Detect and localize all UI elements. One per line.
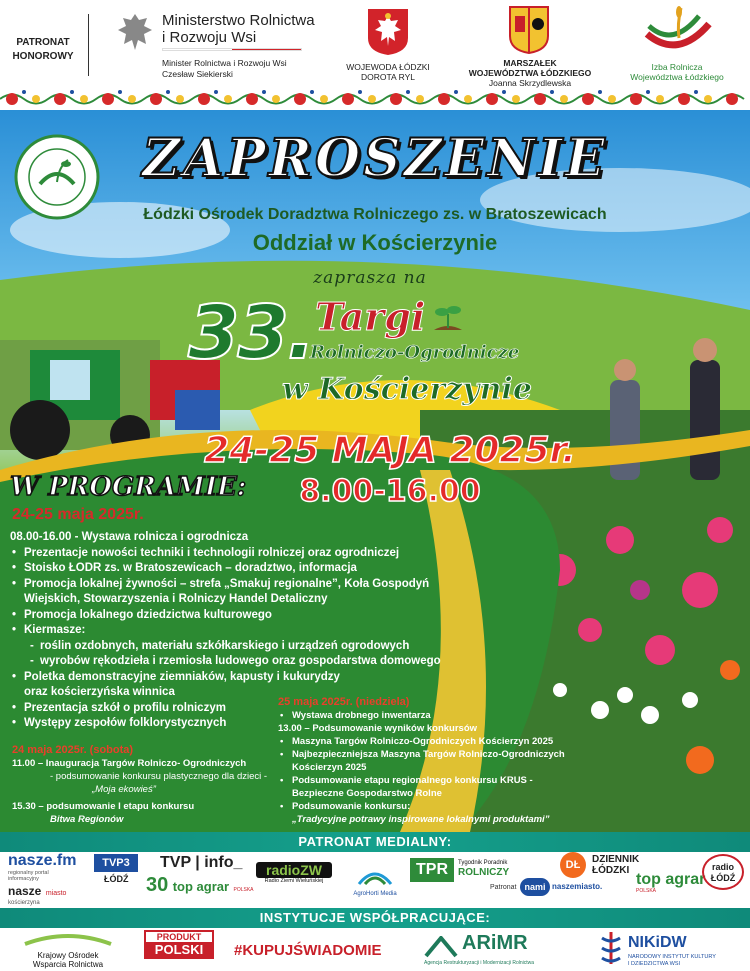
schedule-line: 13.00 – Podsumowanie wyników konkursów: [278, 723, 478, 734]
tpr-caption: Tygodnik Poradnik ROLNICZY: [458, 860, 510, 878]
wojewoda-caption: WOJEWODA ŁÓDZKI DOROTA RYL: [346, 62, 430, 82]
list-item: • Prezentacja szkół o profilu rolniczym: [10, 701, 480, 717]
list-item: • Promocja lokalnej żywności – strefa „Smakuj regionalne”, Koła Gospodyń: [10, 577, 480, 593]
tvp3-region: ŁÓDŹ: [104, 874, 129, 884]
sunday-heading: 25 maja 2025r. (niedziela): [278, 696, 410, 708]
list-item: • Prezentacje nowości techniki i technologii rolniczej oraz ogrodniczej: [10, 546, 480, 562]
divider: [88, 14, 89, 76]
radio-lodz-logo: radio ŁÓDŹ: [702, 854, 744, 890]
list-item-continuation: oraz kościerzyńska winnica: [24, 686, 175, 698]
agrohorti-icon: [357, 868, 393, 886]
polish-coat-of-arms-icon: [367, 8, 409, 56]
dziennik-lodzki-mark: DŁ: [560, 852, 586, 878]
dziennik-lodzki-logo: DZIENNIK ŁÓDZKI: [592, 854, 640, 876]
edition-number: 33.: [188, 290, 314, 376]
program-intro: 08.00-16.00 - Wystawa rolnicza i ogrodnicza: [10, 531, 249, 543]
minister-caption: Minister Rolnictwa i Rozwoju Wsi Czesław Siekierski: [162, 58, 287, 79]
polish-eagle-icon: [114, 10, 156, 56]
izba-rolnicza-logo-icon: [643, 4, 713, 56]
ministry-name: Ministerstwo Rolnictwa i Rozwoju Wsi: [162, 12, 315, 46]
program-heading: W PROGRAMIE:: [10, 472, 247, 502]
list-item: • Najbezpieczniejsza Maszyna Targów Rolniczo-Ogrodniczych Kościerzyn 2025: [278, 748, 578, 774]
tvp-info-logo: TVP | info_: [160, 854, 243, 871]
media-patronage-section: PATRONAT MEDIALNY: nasze.fm regionalny portal informacyjny nasze miasto kościerzyna TVP3 ŁÓDŹ TVP | info_ 30 top agrar POLSKA radioZW Radio Ziemi Wieluńskiej AgroHorti Media TPR Tygodnik Poradnik ROLNICZY Patronat nami naszemiasto. DŁ DZIENNIK ŁÓDZKI top agrar POLSKA radio ŁÓDŹ INSTYTUCJE WSPÓŁPRACUJĄCE: Krajowy Ośrodek Wsparcia Rolnictwa PRODUKT POLSKI #KUPUJŚWIADOMIE ARiMR Agencja Restrukturyzacji i Modernizacji Rolnictwa NIKiDW NARODOWY INSTYTUT KULTURY I DZIEDZICTWA WSI: [0, 832, 750, 971]
nikidw-icon: [598, 930, 624, 966]
flag-bar: [162, 48, 302, 51]
list-item: • Kiermasze:: [10, 623, 480, 639]
list-item: • Wystawa drobnego inwentarza: [278, 709, 578, 722]
patronat-honorowy-label: PATRONAT HONOROWY: [12, 37, 74, 62]
invitation-poster: [0, 110, 750, 832]
folk-flower-ornament: [0, 88, 750, 110]
list-subitem: - roślin ozdobnych, materiału szkółkarskiego i urządzeń ogrodowych: [10, 639, 480, 655]
naszemiasto-logo: naszemiasto.: [552, 882, 603, 891]
list-item: • Poletka demonstracyjne ziemniaków, kapusty i kukurydzy: [10, 670, 480, 686]
kupuj-swiadomie-logo: #KUPUJŚWIADOMIE: [234, 942, 382, 959]
saturday-schedule: [12, 744, 282, 826]
lodzkie-coat-of-arms-icon: [509, 6, 549, 54]
kowr-icon: [23, 932, 113, 946]
list-item: • Występy zespołów folklorystycznych: [10, 716, 480, 732]
event-place: w Kościerzynie: [282, 372, 532, 407]
schedule-line: „Tradycyjne potrawy inspirowane lokalnymi produktami”: [292, 814, 550, 825]
partners-heading: INSTYTUCJE WSPÓŁPRACUJĄCE:: [0, 908, 750, 928]
marszalek-caption: MARSZAŁEK WOJEWÓDZTWA ŁÓDZKIEGO Joanna Skrzydlewska: [468, 58, 592, 88]
organizer-branch: Oddział w Kościerzynie: [252, 230, 498, 255]
honorary-patronage-header: [0, 0, 750, 88]
tvp3-logo: TVP3: [94, 854, 138, 872]
izba-caption: Izba Rolnicza Województwa Łódzkiego: [630, 62, 724, 82]
invitation-title: ZAPROSZENIE: [142, 128, 608, 189]
event-type: Rolniczo-Ogrodnicze: [310, 342, 520, 363]
schedule-line: „Moja ekowieś”: [92, 784, 156, 795]
saturday-heading: 24 maja 2025r. (sobota): [12, 744, 134, 756]
schedule-line: - podsumowanie konkursu plastycznego dla dzieci -: [50, 771, 268, 782]
top-agrar-logo: top agrar POLSKA: [636, 871, 706, 894]
radio-zw-logo: radioZW Radio Ziemi Wieluńskiej: [256, 862, 332, 884]
program-days-heading: 24-25 maja 2025r.: [12, 506, 144, 523]
organizer-name: Łódzki Ośrodek Doradztwa Rolniczego zs. w Bratoszewicach: [143, 206, 607, 223]
list-item: • Promocja lokalnego dziedzictwa kulturowego: [10, 608, 480, 624]
tpr-logo: TPR: [410, 858, 454, 882]
nasze-miasto-logo: nasze miasto kościerzyna: [8, 884, 67, 906]
agrohorti-logo: AgroHorti Media: [342, 868, 408, 897]
list-item: • Maszyna Targów Rolniczo-Ogrodniczych Kościerzyn 2025: [278, 735, 578, 748]
event-word: Targi: [315, 294, 426, 339]
nasze-fm-logo: nasze.fm regionalny portal informacyjny: [8, 852, 77, 882]
schedule-line: 11.00 – Inauguracja Targów Rolniczo- Ogrodniczych: [12, 758, 247, 769]
list-subitem: - wyrobów rękodzieła i rzemiosła ludowego oraz gospodarstwa domowego: [10, 654, 480, 670]
sprout-icon: [430, 300, 466, 336]
invites-text: zaprasza na: [313, 268, 427, 288]
kowr-logo: Krajowy Ośrodek Wsparcia Rolnictwa: [18, 932, 118, 969]
nami-logo: nami: [520, 878, 550, 896]
schedule-line: 15.30 – podsumowanie I etapu konkursu: [12, 801, 195, 812]
patronat-label: Patronat: [490, 884, 517, 891]
event-dates: 24-25 MAJA 2025r.: [204, 430, 576, 471]
schedule-line: Bitwa Regionów: [50, 814, 124, 825]
media-patronage-heading: PATRONAT MEDIALNY:: [0, 832, 750, 852]
list-item: • Podsumowanie etapu regionalnego konkursu KRUS - Bezpieczne Gospodarstwo Rolne: [278, 774, 578, 800]
produkt-polski-logo: PRODUKT POLSKI: [144, 930, 214, 959]
list-item: • Podsumowanie konkursu:: [278, 800, 578, 813]
list-item: • Stoisko ŁODR zs. w Bratoszewicach – doradztwo, informacja: [10, 561, 480, 577]
arimr-icon: [424, 936, 458, 958]
top-agrar-30-logo: 30 top agrar POLSKA: [146, 874, 254, 896]
list-item-continuation: Wiejskich, Stowarzyszenia i Rolniczy Handel Detaliczny: [24, 593, 328, 605]
event-hours: 8.00-16.00: [299, 474, 481, 509]
sunday-schedule: [278, 696, 578, 826]
